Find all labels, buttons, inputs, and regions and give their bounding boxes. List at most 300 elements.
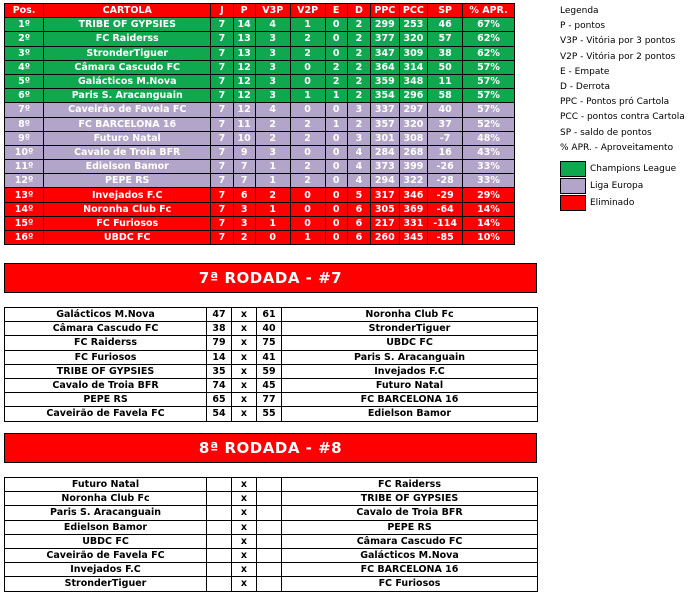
wins-2p-cell: 0 xyxy=(290,202,325,216)
win-rate-cell: 57% xyxy=(463,74,515,88)
team-name-cell: UBDC FC xyxy=(44,231,211,245)
position-cell: 2º xyxy=(5,32,44,46)
away-score xyxy=(257,548,282,562)
home-score xyxy=(207,577,232,591)
versus-sep: x xyxy=(232,322,257,336)
wins-2p-cell: 0 xyxy=(290,103,325,117)
games-cell: 7 xyxy=(211,74,233,88)
wins-3p-cell: 2 xyxy=(255,117,290,131)
wins-3p-cell: 1 xyxy=(255,216,290,230)
home-team: Galácticos M.Nova xyxy=(5,308,207,322)
color-legend-label: Eliminado xyxy=(590,197,635,208)
versus-sep: x xyxy=(232,534,257,548)
points-against-cell: 348 xyxy=(399,74,428,88)
losses-cell: 6 xyxy=(347,216,370,230)
points-for-cell: 317 xyxy=(371,188,400,202)
away-score xyxy=(257,492,282,506)
losses-cell: 2 xyxy=(347,117,370,131)
points-cell: 11 xyxy=(233,117,255,131)
match-row xyxy=(5,534,538,548)
home-score: 35 xyxy=(207,364,232,378)
standings-table xyxy=(4,3,515,245)
losses-cell: 3 xyxy=(347,103,370,117)
color-legend-champions xyxy=(560,160,676,177)
match-row xyxy=(5,308,538,322)
away-score xyxy=(257,520,282,534)
draws-cell: 0 xyxy=(325,103,347,117)
col-header: SP xyxy=(428,4,463,18)
games-cell: 7 xyxy=(211,174,233,188)
away-score xyxy=(257,534,282,548)
match-row xyxy=(5,577,538,591)
losses-cell: 4 xyxy=(347,160,370,174)
standings-row xyxy=(5,131,515,145)
losses-cell: 2 xyxy=(347,60,370,74)
wins-2p-cell: 2 xyxy=(290,160,325,174)
position-cell: 11º xyxy=(5,160,44,174)
champions-swatch xyxy=(560,161,586,177)
win-rate-cell: 67% xyxy=(463,18,515,32)
win-rate-cell: 62% xyxy=(463,46,515,60)
games-cell: 7 xyxy=(211,131,233,145)
home-team: TRIBE OF GYPSIES xyxy=(5,364,207,378)
home-team: Invejados F.C xyxy=(5,563,207,577)
home-team: Paris S. Aracanguain xyxy=(5,506,207,520)
points-against-cell: 345 xyxy=(399,231,428,245)
points-for-cell: 357 xyxy=(371,117,400,131)
team-name-cell: Invejados F.C xyxy=(44,188,211,202)
position-cell: 14º xyxy=(5,202,44,216)
position-cell: 7º xyxy=(5,103,44,117)
points-balance-cell: 40 xyxy=(428,103,463,117)
draws-cell: 0 xyxy=(325,160,347,174)
standings-row xyxy=(5,117,515,131)
wins-3p-cell: 1 xyxy=(255,174,290,188)
home-score xyxy=(207,492,232,506)
wins-2p-cell: 0 xyxy=(290,145,325,159)
points-against-cell: 253 xyxy=(399,18,428,32)
home-score xyxy=(207,478,232,492)
match-row xyxy=(5,520,538,534)
games-cell: 7 xyxy=(211,216,233,230)
wins-3p-cell: 3 xyxy=(255,89,290,103)
games-cell: 7 xyxy=(211,60,233,74)
away-score: 75 xyxy=(257,336,282,350)
draws-cell: 0 xyxy=(325,188,347,202)
wins-3p-cell: 3 xyxy=(255,145,290,159)
away-team: UBDC FC xyxy=(282,336,538,350)
points-cell: 9 xyxy=(233,145,255,159)
win-rate-cell: 43% xyxy=(463,145,515,159)
match-row xyxy=(5,407,538,421)
col-header: D xyxy=(347,4,370,18)
standings-row xyxy=(5,160,515,174)
wins-3p-cell: 3 xyxy=(255,32,290,46)
standings-header-row xyxy=(5,4,515,18)
points-balance-cell: 46 xyxy=(428,18,463,32)
away-score: 61 xyxy=(257,308,282,322)
standings-row xyxy=(5,145,515,159)
legend-item: D - Derrota xyxy=(560,81,610,92)
home-team: Noronha Club Fc xyxy=(5,492,207,506)
losses-cell: 2 xyxy=(347,18,370,32)
legend xyxy=(560,4,685,156)
games-cell: 7 xyxy=(211,160,233,174)
points-against-cell: 346 xyxy=(399,188,428,202)
points-against-cell: 320 xyxy=(399,117,428,131)
games-cell: 7 xyxy=(211,231,233,245)
away-team: TRIBE OF GYPSIES xyxy=(282,492,538,506)
color-legend-label: Champions League xyxy=(590,163,677,174)
away-score: 55 xyxy=(257,407,282,421)
points-for-cell: 284 xyxy=(371,145,400,159)
losses-cell: 3 xyxy=(347,131,370,145)
points-balance-cell: 11 xyxy=(428,74,463,88)
points-against-cell: 308 xyxy=(399,131,428,145)
draws-cell: 1 xyxy=(325,89,347,103)
points-balance-cell: -85 xyxy=(428,231,463,245)
standings-row xyxy=(5,74,515,88)
home-team: Cavalo de Troia BFR xyxy=(5,378,207,392)
points-cell: 13 xyxy=(233,32,255,46)
home-score xyxy=(207,563,232,577)
points-against-cell: 331 xyxy=(399,216,428,230)
away-team: Câmara Cascudo FC xyxy=(282,534,538,548)
standings-row xyxy=(5,103,515,117)
match-row xyxy=(5,478,538,492)
points-for-cell: 217 xyxy=(371,216,400,230)
win-rate-cell: 48% xyxy=(463,131,515,145)
away-team: Cavalo de Troia BFR xyxy=(282,506,538,520)
draws-cell: 1 xyxy=(325,117,347,131)
position-cell: 8º xyxy=(5,117,44,131)
col-header: J xyxy=(211,4,233,18)
draws-cell: 2 xyxy=(325,60,347,74)
round-8-banner: 8ª RODADA - #8 xyxy=(4,433,537,463)
games-cell: 7 xyxy=(211,32,233,46)
points-against-cell: 314 xyxy=(399,60,428,74)
position-cell: 5º xyxy=(5,74,44,88)
points-against-cell: 369 xyxy=(399,202,428,216)
versus-sep: x xyxy=(232,336,257,350)
losses-cell: 6 xyxy=(347,231,370,245)
match-row xyxy=(5,506,538,520)
losses-cell: 4 xyxy=(347,174,370,188)
points-for-cell: 294 xyxy=(371,174,400,188)
points-cell: 3 xyxy=(233,202,255,216)
team-name-cell: Galácticos M.Nova xyxy=(44,74,211,88)
position-cell: 12º xyxy=(5,174,44,188)
points-cell: 12 xyxy=(233,103,255,117)
wins-3p-cell: 3 xyxy=(255,46,290,60)
color-legend xyxy=(560,160,676,211)
draws-cell: 0 xyxy=(325,18,347,32)
team-name-cell: TRIBE OF GYPSIES xyxy=(44,18,211,32)
col-header: CARTOLA xyxy=(44,4,211,18)
versus-sep: x xyxy=(232,492,257,506)
draws-cell: 0 xyxy=(325,32,347,46)
match-row xyxy=(5,393,538,407)
away-score xyxy=(257,506,282,520)
home-team: Caveirão de Favela FC xyxy=(5,548,207,562)
points-cell: 14 xyxy=(233,18,255,32)
col-header: PCC xyxy=(399,4,428,18)
points-for-cell: 337 xyxy=(371,103,400,117)
games-cell: 7 xyxy=(211,103,233,117)
home-team: Futuro Natal xyxy=(5,478,207,492)
win-rate-cell: 62% xyxy=(463,32,515,46)
away-team: Invejados F.C xyxy=(282,364,538,378)
legend-item: SP - saldo de pontos xyxy=(560,127,652,138)
versus-sep: x xyxy=(232,350,257,364)
eliminado-swatch xyxy=(560,195,586,211)
col-header: V3P xyxy=(255,4,290,18)
away-team: Noronha Club Fc xyxy=(282,308,538,322)
home-team: FC Furiosos xyxy=(5,350,207,364)
team-name-cell: Caveirão de Favela FC xyxy=(44,103,211,117)
home-score: 14 xyxy=(207,350,232,364)
away-score xyxy=(257,478,282,492)
wins-3p-cell: 2 xyxy=(255,188,290,202)
draws-cell: 0 xyxy=(325,216,347,230)
position-cell: 3º xyxy=(5,46,44,60)
home-score: 54 xyxy=(207,407,232,421)
versus-sep: x xyxy=(232,393,257,407)
wins-2p-cell: 2 xyxy=(290,117,325,131)
points-against-cell: 309 xyxy=(399,46,428,60)
wins-2p-cell: 1 xyxy=(290,89,325,103)
home-team: Caveirão de Favela FC xyxy=(5,407,207,421)
games-cell: 7 xyxy=(211,117,233,131)
points-cell: 12 xyxy=(233,89,255,103)
draws-cell: 0 xyxy=(325,145,347,159)
team-name-cell: FC Furiosos xyxy=(44,216,211,230)
versus-sep: x xyxy=(232,506,257,520)
home-team: Edielson Bamor xyxy=(5,520,207,534)
col-header: % APR. xyxy=(463,4,515,18)
team-name-cell: Cavalo de Troia BFR xyxy=(44,145,211,159)
away-team: PEPE RS xyxy=(282,520,538,534)
versus-sep: x xyxy=(232,520,257,534)
points-cell: 12 xyxy=(233,74,255,88)
wins-3p-cell: 4 xyxy=(255,18,290,32)
position-cell: 4º xyxy=(5,60,44,74)
col-header: Pos. xyxy=(5,4,44,18)
points-balance-cell: -28 xyxy=(428,174,463,188)
points-balance-cell: -114 xyxy=(428,216,463,230)
draws-cell: 0 xyxy=(325,231,347,245)
losses-cell: 5 xyxy=(347,188,370,202)
standings-row xyxy=(5,202,515,216)
standings-row xyxy=(5,216,515,230)
away-score: 77 xyxy=(257,393,282,407)
versus-sep: x xyxy=(232,563,257,577)
games-cell: 7 xyxy=(211,89,233,103)
team-name-cell: StronderTiguer xyxy=(44,46,211,60)
away-score: 45 xyxy=(257,378,282,392)
standings-row xyxy=(5,46,515,60)
home-score xyxy=(207,534,232,548)
away-team: Futuro Natal xyxy=(282,378,538,392)
legend-item: % APR. - Aproveitamento xyxy=(560,142,674,153)
match-row xyxy=(5,492,538,506)
points-cell: 12 xyxy=(233,60,255,74)
points-against-cell: 296 xyxy=(399,89,428,103)
position-cell: 16º xyxy=(5,231,44,245)
round-7-matches xyxy=(4,307,538,422)
position-cell: 10º xyxy=(5,145,44,159)
versus-sep: x xyxy=(232,577,257,591)
points-against-cell: 268 xyxy=(399,145,428,159)
match-row xyxy=(5,336,538,350)
points-against-cell: 297 xyxy=(399,103,428,117)
wins-3p-cell: 0 xyxy=(255,231,290,245)
wins-2p-cell: 0 xyxy=(290,188,325,202)
points-balance-cell: 58 xyxy=(428,89,463,103)
standings-row xyxy=(5,231,515,245)
legend-item: V2P - Vitória por 2 pontos xyxy=(560,51,676,62)
legend-item: PPC - Pontos pró Cartola xyxy=(560,97,670,108)
position-cell: 13º xyxy=(5,188,44,202)
standings-row xyxy=(5,18,515,32)
wins-2p-cell: 1 xyxy=(290,18,325,32)
team-name-cell: Câmara Cascudo FC xyxy=(44,60,211,74)
points-cell: 7 xyxy=(233,160,255,174)
home-score xyxy=(207,506,232,520)
away-team: Paris S. Aracanguain xyxy=(282,350,538,364)
wins-3p-cell: 3 xyxy=(255,60,290,74)
win-rate-cell: 29% xyxy=(463,188,515,202)
standings-row xyxy=(5,188,515,202)
legend-item: V3P - Vitória por 3 pontos xyxy=(560,36,676,47)
win-rate-cell: 57% xyxy=(463,103,515,117)
points-balance-cell: 16 xyxy=(428,145,463,159)
points-balance-cell: 50 xyxy=(428,60,463,74)
games-cell: 7 xyxy=(211,202,233,216)
points-balance-cell: -29 xyxy=(428,188,463,202)
match-row xyxy=(5,364,538,378)
draws-cell: 0 xyxy=(325,131,347,145)
win-rate-cell: 33% xyxy=(463,160,515,174)
col-header: P xyxy=(233,4,255,18)
wins-2p-cell: 0 xyxy=(290,216,325,230)
versus-sep: x xyxy=(232,548,257,562)
win-rate-cell: 10% xyxy=(463,231,515,245)
color-legend-eliminado xyxy=(560,194,676,211)
points-cell: 13 xyxy=(233,46,255,60)
away-score: 40 xyxy=(257,322,282,336)
legend-item: P - pontos xyxy=(560,21,606,32)
win-rate-cell: 14% xyxy=(463,216,515,230)
match-row xyxy=(5,350,538,364)
versus-sep: x xyxy=(232,308,257,322)
points-cell: 6 xyxy=(233,188,255,202)
color-legend-liga-europa xyxy=(560,177,676,194)
games-cell: 7 xyxy=(211,188,233,202)
wins-2p-cell: 2 xyxy=(290,131,325,145)
win-rate-cell: 33% xyxy=(463,174,515,188)
points-balance-cell: -7 xyxy=(428,131,463,145)
team-name-cell: Paris S. Aracanguain xyxy=(44,89,211,103)
losses-cell: 2 xyxy=(347,32,370,46)
points-for-cell: 305 xyxy=(371,202,400,216)
col-header: PPC xyxy=(371,4,400,18)
games-cell: 7 xyxy=(211,18,233,32)
team-name-cell: Futuro Natal xyxy=(44,131,211,145)
points-for-cell: 377 xyxy=(371,32,400,46)
wins-3p-cell: 1 xyxy=(255,202,290,216)
away-team: FC Furiosos xyxy=(282,577,538,591)
wins-2p-cell: 2 xyxy=(290,46,325,60)
draws-cell: 0 xyxy=(325,46,347,60)
points-for-cell: 260 xyxy=(371,231,400,245)
home-team: Câmara Cascudo FC xyxy=(5,322,207,336)
points-balance-cell: 38 xyxy=(428,46,463,60)
points-for-cell: 359 xyxy=(371,74,400,88)
away-score xyxy=(257,563,282,577)
points-for-cell: 347 xyxy=(371,46,400,60)
wins-3p-cell: 1 xyxy=(255,160,290,174)
home-score: 38 xyxy=(207,322,232,336)
points-for-cell: 373 xyxy=(371,160,400,174)
losses-cell: 6 xyxy=(347,202,370,216)
standings-row xyxy=(5,89,515,103)
versus-sep: x xyxy=(232,378,257,392)
draws-cell: 0 xyxy=(325,174,347,188)
win-rate-cell: 57% xyxy=(463,89,515,103)
round-8-matches xyxy=(4,477,538,592)
team-name-cell: Edielson Bamor xyxy=(44,160,211,174)
legend-item: E - Empate xyxy=(560,66,610,77)
home-score: 79 xyxy=(207,336,232,350)
points-against-cell: 322 xyxy=(399,174,428,188)
games-cell: 7 xyxy=(211,145,233,159)
standings-row xyxy=(5,32,515,46)
points-against-cell: 399 xyxy=(399,160,428,174)
losses-cell: 4 xyxy=(347,145,370,159)
wins-2p-cell: 0 xyxy=(290,74,325,88)
win-rate-cell: 14% xyxy=(463,202,515,216)
points-for-cell: 364 xyxy=(371,60,400,74)
wins-2p-cell: 0 xyxy=(290,60,325,74)
position-cell: 1º xyxy=(5,18,44,32)
match-row xyxy=(5,563,538,577)
team-name-cell: Noronha Club Fc xyxy=(44,202,211,216)
home-team: PEPE RS xyxy=(5,393,207,407)
points-for-cell: 301 xyxy=(371,131,400,145)
losses-cell: 2 xyxy=(347,89,370,103)
away-team: Edielson Bamor xyxy=(282,407,538,421)
wins-2p-cell: 2 xyxy=(290,174,325,188)
away-score: 59 xyxy=(257,364,282,378)
points-cell: 10 xyxy=(233,131,255,145)
col-header: E xyxy=(325,4,347,18)
away-team: StronderTiguer xyxy=(282,322,538,336)
games-cell: 7 xyxy=(211,46,233,60)
standings-row xyxy=(5,174,515,188)
home-score: 65 xyxy=(207,393,232,407)
points-cell: 7 xyxy=(233,174,255,188)
points-for-cell: 354 xyxy=(371,89,400,103)
away-team: FC BARCELONA 16 xyxy=(282,393,538,407)
match-row xyxy=(5,378,538,392)
color-legend-label: Liga Europa xyxy=(590,180,644,191)
points-cell: 2 xyxy=(233,231,255,245)
position-cell: 9º xyxy=(5,131,44,145)
position-cell: 15º xyxy=(5,216,44,230)
liga-europa-swatch xyxy=(560,178,586,194)
legend-item: PCC - pontos contra Cartola xyxy=(560,112,685,123)
